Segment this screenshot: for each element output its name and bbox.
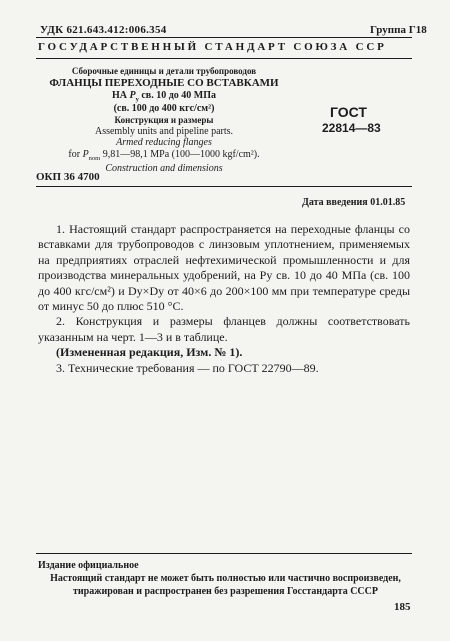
okp-code: ОКП 36 4700 <box>36 171 100 183</box>
title-line-6: Assembly units and pipeline parts. <box>94 125 234 137</box>
official-edition-label: Издание официальное <box>38 560 139 571</box>
paragraph-amendment: (Измененная редакция, Изм. № 1). <box>56 345 243 360</box>
title-line-1: Сборочные единицы и детали трубопроводов <box>71 66 257 76</box>
footer-rule <box>36 553 412 554</box>
title-line-3: НА $P_у$ св. 10 до 40 МПа <box>112 89 216 103</box>
udk-code: УДК 621.643.412:006.354 <box>40 24 167 36</box>
okp-rule <box>36 186 412 187</box>
paragraph-1: 1. Настоящий стандарт распространяется на переходные фланцы со вставками для трубопроводов с линзовым уплотнением, применяемых на предприятиях отраслей нефтехимической промышленности и для производства минеральных удобрений, на Pу св. 10 до 40 МПа (св. 100 до 400 кгс/см²) и Dу×Dу от 40×6 до 200×100 мм при температуре среды от минус 50 до плюс 510 °С. <box>38 222 410 314</box>
paragraph-2: 2. Конструкция и размеры фланцев должны соответствовать указанным на черт. 1—3 и в таблице. <box>38 314 410 344</box>
copyright-notice <box>38 572 413 598</box>
paragraph-3: 3. Технические требования — по ГОСТ 22790—89. <box>56 360 319 375</box>
header-rule-bottom <box>36 58 412 59</box>
title-line-8: for $P_{nom}$ 9,81—98,1 MPa (100—1000 kgf/cm²). <box>68 149 260 163</box>
gost-label: ГОСТ <box>330 104 367 120</box>
group-code: Группа Г18 <box>370 24 427 36</box>
header-rule-top <box>36 37 412 38</box>
title-line-5: Конструкция и размеры <box>114 115 214 126</box>
gost-number: 22814—83 <box>322 121 381 135</box>
body-text <box>38 222 410 376</box>
title-line-4: (св. 100 до 400 кгс/см²) <box>113 103 215 115</box>
title-line-9: Construction and dimensions <box>105 162 223 174</box>
copyright-line-1: Настоящий стандарт не может быть полностью или частично воспроизведен, <box>50 573 401 584</box>
page-number: 185 <box>394 601 411 613</box>
copyright-line-2: тиражирован и распространен без разрешения Госстандарта СССР <box>73 586 378 597</box>
title-line-7: Armed reducing flanges <box>116 137 212 149</box>
title-line-2: ФЛАНЦЫ ПЕРЕХОДНЫЕ СО ВСТАВКАМИ <box>49 76 279 89</box>
date-introduction: Дата введения 01.01.85 <box>302 197 406 208</box>
state-standard-heading: ГОСУДАРСТВЕННЫЙ СТАНДАРТ СОЮЗА ССР <box>38 41 387 53</box>
title-block <box>44 66 284 175</box>
